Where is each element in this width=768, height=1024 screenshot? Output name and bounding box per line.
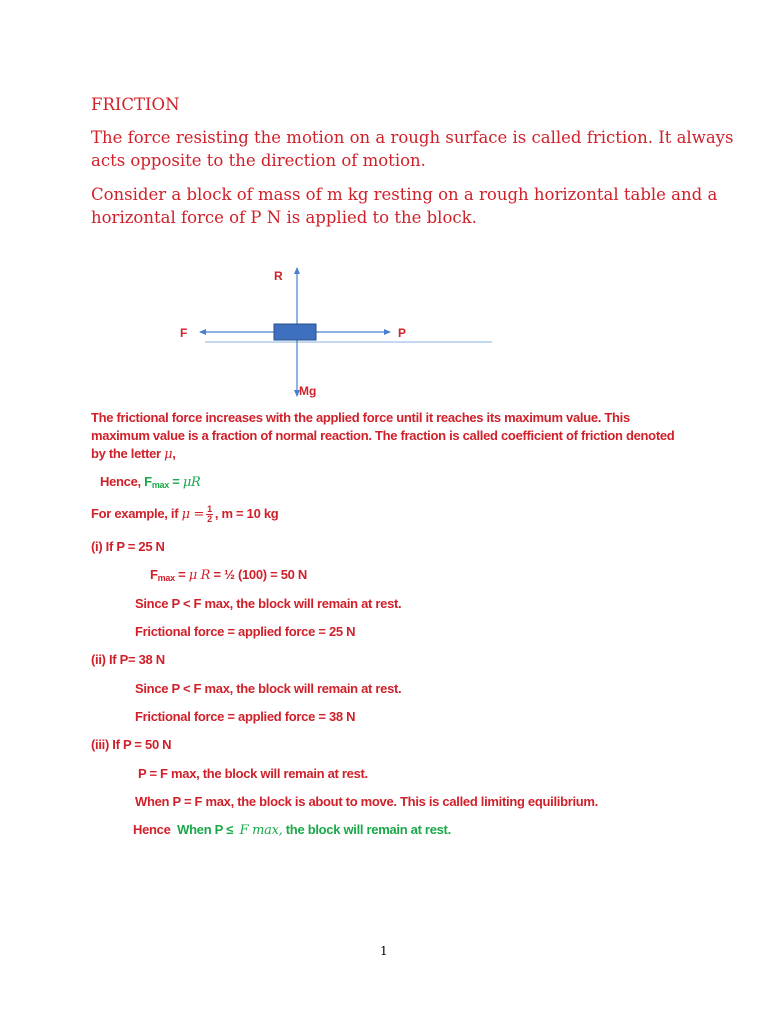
intro-line-2: acts opposite to the direction of motion. — [91, 151, 426, 170]
label-r: R — [274, 269, 283, 283]
conclusion-line: Hence When P ≤ F max, the block will remain at rest. — [133, 822, 451, 838]
intro-line-4: horizontal force of P N is applied to the block. — [91, 208, 477, 227]
case-3-line-1: P = F max, the block will remain at rest. — [138, 766, 368, 781]
hence-formula: Hence, $F_{max} = \mu R$ — [100, 474, 201, 490]
intro-line-3: Consider a block of mass of m kg resting on a rough horizontal table and a — [91, 185, 718, 204]
case-1-title: (i) If P = 25 N — [91, 539, 165, 554]
explanation-line-2: maximum value is a fraction of normal reaction. The fraction is called coefficient of friction denoted — [91, 428, 675, 443]
example-line: For example, if μ = $\frac{1}{2}$ , m = 10 kg — [91, 504, 279, 524]
case-3-line-2: When P = F max, the block is about to move. This is called limiting equilibrium. — [135, 794, 598, 809]
force-diagram — [0, 0, 768, 420]
explanation-line-3: by the letter μ, — [91, 446, 176, 462]
label-mg: Mg — [299, 384, 317, 398]
case-3-title: (iii) If P = 50 N — [91, 737, 172, 752]
page-number: 1 — [380, 944, 388, 958]
case-1-line-1: Since P < F max, the block will remain at rest. — [135, 596, 402, 611]
intro-line-1: The force resisting the motion on a rough surface is called friction. It always — [91, 128, 734, 147]
block — [274, 324, 316, 340]
case-2-line-1: Since P < F max, the block will remain at rest. — [135, 681, 402, 696]
case-2-title: (ii) If P= 38 N — [91, 652, 165, 667]
explanation-line-1: The frictional force increases with the applied force until it reaches its maximum value. This — [91, 410, 630, 425]
page-title: FRICTION — [91, 95, 180, 114]
case-1-fmax: $F_{max} = \mu$ R = ½ (100) = 50 N — [150, 567, 307, 583]
label-f: F — [180, 326, 188, 340]
case-1-line-2: Frictional force = applied force = 25 N — [135, 624, 356, 639]
label-p: P — [398, 326, 407, 340]
case-2-line-2: Frictional force = applied force = 38 N — [135, 709, 356, 724]
